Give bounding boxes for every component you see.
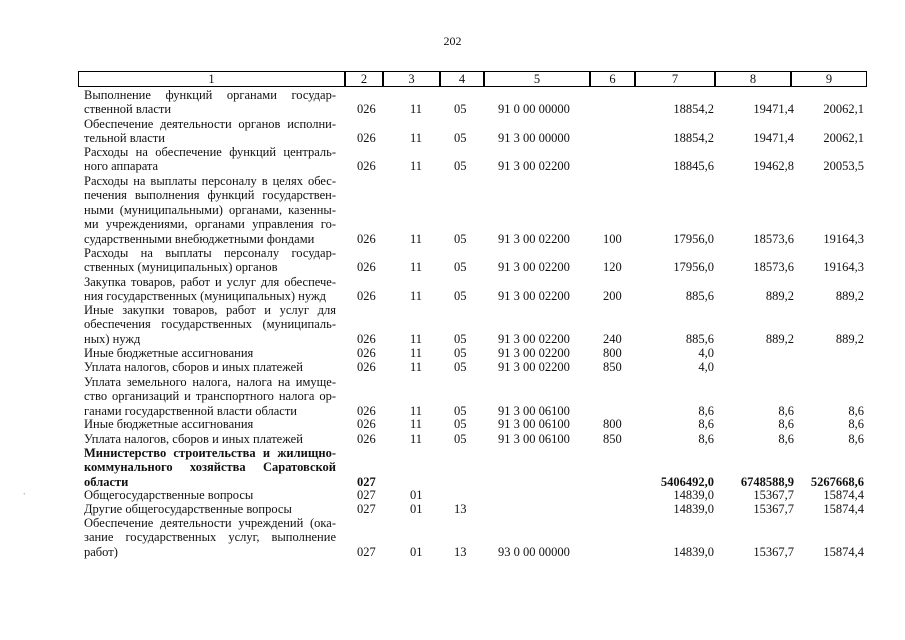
cell-c9: 15874,4	[823, 501, 864, 516]
description-line: Расходы на выплаты персоналу в целях обес-	[84, 174, 336, 188]
cell-c3: 11	[410, 231, 423, 246]
header-col-4: 4	[440, 71, 484, 87]
cell-c5: 91 3 00 02200	[498, 289, 570, 304]
table-row	[0, 417, 905, 431]
table-row	[0, 346, 905, 360]
description-line: зание государственных услуг, выполнение	[84, 530, 336, 545]
cell-c2: 026	[357, 131, 376, 146]
cell-c3: 11	[410, 359, 423, 374]
description-line: ного аппарата	[84, 159, 159, 174]
description-line: ство организаций и транспортного налога ор-	[84, 389, 336, 404]
cell-c8: 15367,7	[753, 501, 794, 516]
cell-c3: 11	[410, 131, 423, 146]
description-line: ными (муниципальными) органами, казенны-	[84, 202, 336, 217]
cell-c4: 05	[454, 159, 467, 174]
row-description	[84, 502, 336, 516]
cell-c4: 13	[454, 501, 467, 516]
cell-c5: 91 3 00 02200	[498, 331, 570, 346]
cell-c6: 800	[603, 416, 622, 431]
cell-c7: 5406492,0	[660, 474, 714, 489]
cell-c2: 026	[357, 159, 376, 174]
row-description	[84, 275, 336, 304]
header-col-2: 2	[345, 71, 383, 87]
cell-c2: 026	[357, 102, 376, 117]
description-line: Иные бюджетные ассигнования	[84, 346, 254, 360]
cell-c9: 5267668,6	[810, 474, 864, 489]
page-number: 202	[443, 34, 462, 48]
cell-c8: 889,2	[765, 331, 794, 346]
table-row	[0, 246, 905, 275]
cell-c6: 800	[603, 345, 622, 360]
description-line: Уплата земельного налога, налога на имуще-	[84, 375, 336, 389]
description-line: ми учреждениями, органами управления го-	[84, 217, 336, 232]
cell-c5: 91 3 00 02200	[498, 231, 570, 246]
cell-c3: 11	[410, 289, 423, 304]
description-line: Министерство строительства и жилищно-	[84, 446, 336, 460]
cell-c4: 05	[454, 359, 467, 374]
description-line: ственных (муниципальных) органов	[84, 260, 278, 275]
row-description	[84, 346, 336, 360]
description-line: Другие общегосударственные вопросы	[84, 502, 292, 516]
cell-c7: 14839,0	[673, 501, 714, 516]
row-description	[84, 488, 336, 502]
cell-c3: 11	[410, 260, 423, 275]
cell-c2: 027	[357, 501, 376, 516]
table-row	[0, 145, 905, 174]
cell-c7: 4,0	[698, 345, 714, 360]
cell-c7: 885,6	[685, 331, 714, 346]
description-line: Расходы на обеспечение функций централь-	[84, 145, 336, 159]
description-line: Иные закупки товаров, работ и услуг для	[84, 303, 336, 317]
cell-c7: 14839,0	[673, 487, 714, 502]
row-description	[84, 432, 336, 446]
cell-c9: 889,2	[835, 289, 864, 304]
cell-c9: 20062,1	[823, 131, 864, 146]
cell-c5: 91 3 00 06100	[498, 416, 570, 431]
table-row	[0, 432, 905, 446]
cell-c4: 13	[454, 544, 467, 559]
header-col-3: 3	[383, 71, 440, 87]
cell-c3: 11	[410, 345, 423, 360]
cell-c2: 026	[357, 260, 376, 275]
cell-c4: 05	[454, 431, 467, 446]
table-row	[0, 516, 905, 559]
row-description	[84, 117, 336, 146]
cell-c6: 850	[603, 431, 622, 446]
description-line: ния государственных (муниципальных) нужд	[84, 289, 326, 304]
cell-c8: 18573,6	[753, 231, 794, 246]
cell-c8: 15367,7	[753, 544, 794, 559]
description-line: Уплата налогов, сборов и иных платежей	[84, 360, 303, 374]
table-row	[0, 275, 905, 304]
cell-c7: 18854,2	[673, 131, 714, 146]
description-line: работ)	[84, 544, 118, 559]
cell-c6: 850	[603, 359, 622, 374]
cell-c5: 91 3 00 02200	[498, 359, 570, 374]
cell-c2: 026	[357, 289, 376, 304]
cell-c8: 8,6	[778, 416, 794, 431]
row-description	[84, 246, 336, 275]
row-description	[84, 516, 336, 559]
cell-c2: 026	[357, 431, 376, 446]
cell-c7: 18854,2	[673, 102, 714, 117]
cell-c3: 01	[410, 544, 423, 559]
table-row	[0, 488, 905, 502]
cell-c4: 05	[454, 131, 467, 146]
cell-c5: 91 0 00 00000	[498, 102, 570, 117]
cell-c6: 240	[603, 331, 622, 346]
cell-c8: 8,6	[778, 403, 794, 418]
cell-c2: 026	[357, 416, 376, 431]
row-description	[84, 145, 336, 174]
cell-c9: 8,6	[848, 416, 864, 431]
description-line: Расходы на выплаты персоналу государ-	[84, 246, 336, 260]
description-line: Обеспечение деятельности учреждений (ока-	[84, 516, 336, 530]
description-line: сударственными внебюджетными фондами	[84, 231, 315, 246]
table-row	[0, 360, 905, 374]
row-description	[84, 174, 336, 246]
cell-c5: 93 0 00 00000	[498, 544, 570, 559]
cell-c3: 11	[410, 331, 423, 346]
cell-c3: 01	[410, 501, 423, 516]
description-line: коммунального хозяйства Саратовской	[84, 460, 336, 475]
cell-c4: 05	[454, 102, 467, 117]
description-line: Иные бюджетные ассигнования	[84, 417, 254, 431]
table-row	[0, 117, 905, 146]
header-col-5: 5	[484, 71, 590, 87]
cell-c4: 05	[454, 403, 467, 418]
cell-c8: 6748588,9	[740, 474, 794, 489]
description-line: Выполнение функций органами государ-	[84, 88, 336, 102]
cell-c9: 20053,5	[823, 159, 864, 174]
table-row	[0, 303, 905, 346]
cell-c7: 8,6	[698, 403, 714, 418]
cell-c8: 8,6	[778, 431, 794, 446]
cell-c9: 8,6	[848, 403, 864, 418]
cell-c7: 8,6	[698, 431, 714, 446]
cell-c5: 91 3 00 02200	[498, 260, 570, 275]
cell-c9: 19164,3	[823, 231, 864, 246]
cell-c8: 18573,6	[753, 260, 794, 275]
cell-c8: 889,2	[765, 289, 794, 304]
table-row	[0, 174, 905, 246]
table-row	[0, 502, 905, 516]
cell-c5: 91 3 00 02200	[498, 345, 570, 360]
description-line: Обеспечение деятельности органов исполни-	[84, 117, 336, 131]
row-description	[84, 417, 336, 431]
description-line: тельной власти	[84, 131, 165, 146]
cell-c7: 17956,0	[673, 231, 714, 246]
description-line: Уплата налогов, сборов и иных платежей	[84, 432, 303, 446]
description-line: ных) нужд	[84, 331, 141, 346]
cell-c7: 18845,6	[673, 159, 714, 174]
cell-c5: 91 3 00 06100	[498, 431, 570, 446]
cell-c3: 01	[410, 487, 423, 502]
header-col-9: 9	[791, 71, 867, 87]
cell-c6: 100	[603, 231, 622, 246]
cell-c2: 026	[357, 345, 376, 360]
header-col-1: 1	[78, 71, 345, 87]
cell-c6: 200	[603, 289, 622, 304]
header-col-6: 6	[590, 71, 635, 87]
cell-c9: 889,2	[835, 331, 864, 346]
table-row	[0, 375, 905, 418]
cell-c7: 8,6	[698, 416, 714, 431]
description-line: печения выполнения функций государствен-	[84, 188, 336, 203]
cell-c2: 026	[357, 331, 376, 346]
cell-c3: 11	[410, 159, 423, 174]
cell-c4: 05	[454, 345, 467, 360]
description-line: ственной власти	[84, 102, 172, 117]
margin-mark: `	[23, 492, 26, 501]
cell-c7: 14839,0	[673, 544, 714, 559]
cell-c9: 20062,1	[823, 102, 864, 117]
header-col-8: 8	[715, 71, 791, 87]
row-description	[84, 375, 336, 418]
cell-c4: 05	[454, 331, 467, 346]
cell-c6: 120	[603, 260, 622, 275]
cell-c2: 027	[357, 544, 376, 559]
row-description	[84, 303, 336, 346]
cell-c5: 91 3 00 02200	[498, 159, 570, 174]
cell-c2: 026	[357, 359, 376, 374]
cell-c4: 05	[454, 231, 467, 246]
description-line: Общегосударственные вопросы	[84, 488, 254, 502]
row-description	[84, 88, 336, 117]
description-line: Закупка товаров, работ и услуг для обеспече-	[84, 275, 336, 289]
cell-c9: 15874,4	[823, 544, 864, 559]
header-col-7: 7	[635, 71, 715, 87]
cell-c8: 19471,4	[753, 131, 794, 146]
cell-c9: 15874,4	[823, 487, 864, 502]
cell-c3: 11	[410, 403, 423, 418]
row-description	[84, 360, 336, 374]
description-line: области	[84, 474, 129, 489]
cell-c4: 05	[454, 289, 467, 304]
cell-c7: 885,6	[685, 289, 714, 304]
cell-c8: 19471,4	[753, 102, 794, 117]
cell-c9: 8,6	[848, 431, 864, 446]
cell-c8: 19462,8	[753, 159, 794, 174]
row-description	[84, 446, 336, 489]
cell-c9: 19164,3	[823, 260, 864, 275]
cell-c4: 05	[454, 416, 467, 431]
table-row	[0, 88, 905, 117]
table-row	[0, 446, 905, 489]
cell-c3: 11	[410, 416, 423, 431]
cell-c7: 4,0	[698, 359, 714, 374]
cell-c4: 05	[454, 260, 467, 275]
cell-c5: 91 3 00 06100	[498, 403, 570, 418]
cell-c2: 026	[357, 231, 376, 246]
cell-c7: 17956,0	[673, 260, 714, 275]
cell-c3: 11	[410, 102, 423, 117]
cell-c2: 026	[357, 403, 376, 418]
cell-c5: 91 3 00 00000	[498, 131, 570, 146]
cell-c2: 027	[357, 487, 376, 502]
cell-c3: 11	[410, 431, 423, 446]
description-line: обеспечения государственных (муниципаль-	[84, 317, 336, 332]
cell-c8: 15367,7	[753, 487, 794, 502]
description-line: ганами государственной власти области	[84, 403, 297, 418]
cell-c2: 027	[357, 474, 376, 489]
